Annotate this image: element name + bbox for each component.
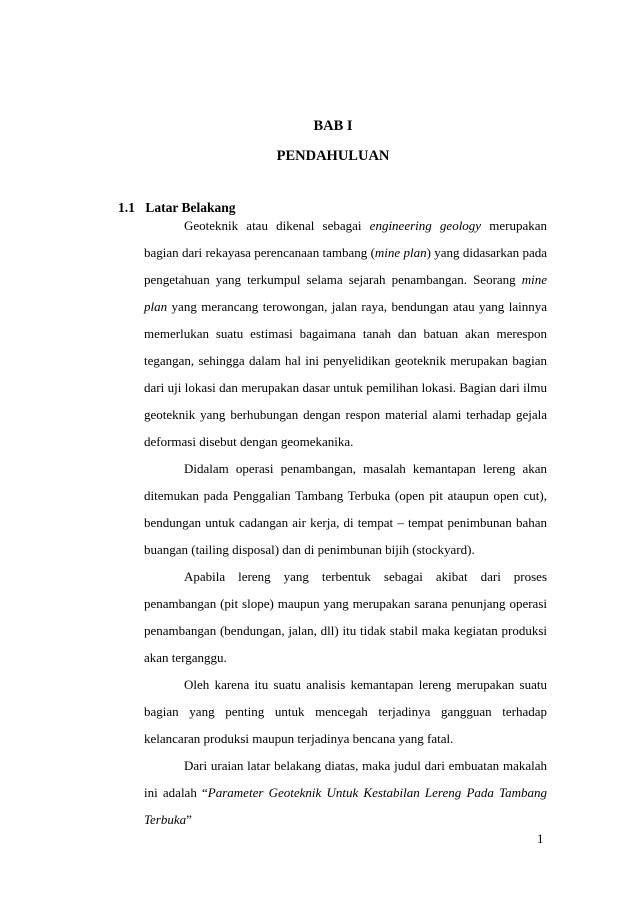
- paragraph-text: Dari uraian latar belakang diatas, maka judul dari embuatan makalah ini adalah “: [144, 758, 547, 800]
- italic-term: mine plan: [144, 272, 547, 314]
- body-text: [144, 212, 547, 833]
- italic-term: mine plan: [374, 245, 427, 260]
- chapter-title: PENDAHULUAN: [276, 148, 390, 164]
- italic-term: Parameter Geoteknik Untuk Kestabilan Lereng Pada Tambang Terbuka: [144, 785, 548, 827]
- chapter-number: BAB I: [313, 118, 353, 134]
- paragraph-text: Oleh karena itu suatu analisis kemantapan lereng merupakan suatu bagian yang penting untuk mencegah terjadinya gangguan terhadap kelancaran produksi maupun terjadinya bencana yang fatal.: [144, 677, 547, 746]
- paragraph-text: yang merancang terowongan, jalan raya, bendungan atau yang lainnya memerlukan suatu estimasi bagaimana tanah dan batuan akan merespon tegangan, sehingga dalam hal ini penyelidikan geoteknik merupakan bagian dari uji lokasi dan merupakan dasar untuk pemilihan lokasi. Bagian dari ilmu geoteknik yang berhubungan dengan respon material alami terhadap gejala deformasi disebut dengan geomekanika.: [144, 299, 547, 449]
- paragraph: [144, 212, 547, 455]
- section-title: Latar Belakang: [145, 200, 236, 215]
- paragraph-text: Geoteknik atau dikenal sebagai: [184, 218, 370, 233]
- section-number: 1.1: [118, 200, 135, 215]
- paragraph-text: Apabila lereng yang terbentuk sebagai akibat dari proses penambangan (pit slope) maupun yang merupakan sarana penunjang operasi penambangan (bendungan, jalan, dll) itu tidak stabil maka kegiatan produksi akan terganggu.: [144, 569, 547, 665]
- paragraph-text: merupakan bagian dari rekayasa perencanaan tambang (: [144, 218, 547, 260]
- paragraph: [144, 455, 547, 563]
- paragraph-text: ) yang didasarkan pada pengetahuan yang terkumpul selama sejarah penambangan. Seorang: [144, 245, 548, 287]
- paragraph-text: Didalam operasi penambangan, masalah kemantapan lereng akan ditemukan pada Penggalian Tambang Terbuka (open pit ataupun open cut), bendungan untuk cadangan air kerja, di tempat – tempat penimbunan bahan buangan (tailing disposal) dan di penimbunan bijih (stockyard).: [144, 461, 547, 557]
- paragraph-text: ”: [186, 812, 192, 827]
- italic-term: engineering geology: [369, 218, 482, 233]
- paragraph: [144, 563, 547, 671]
- paragraph: [144, 671, 547, 752]
- page-number: 1: [537, 831, 544, 846]
- paragraph: [144, 752, 547, 833]
